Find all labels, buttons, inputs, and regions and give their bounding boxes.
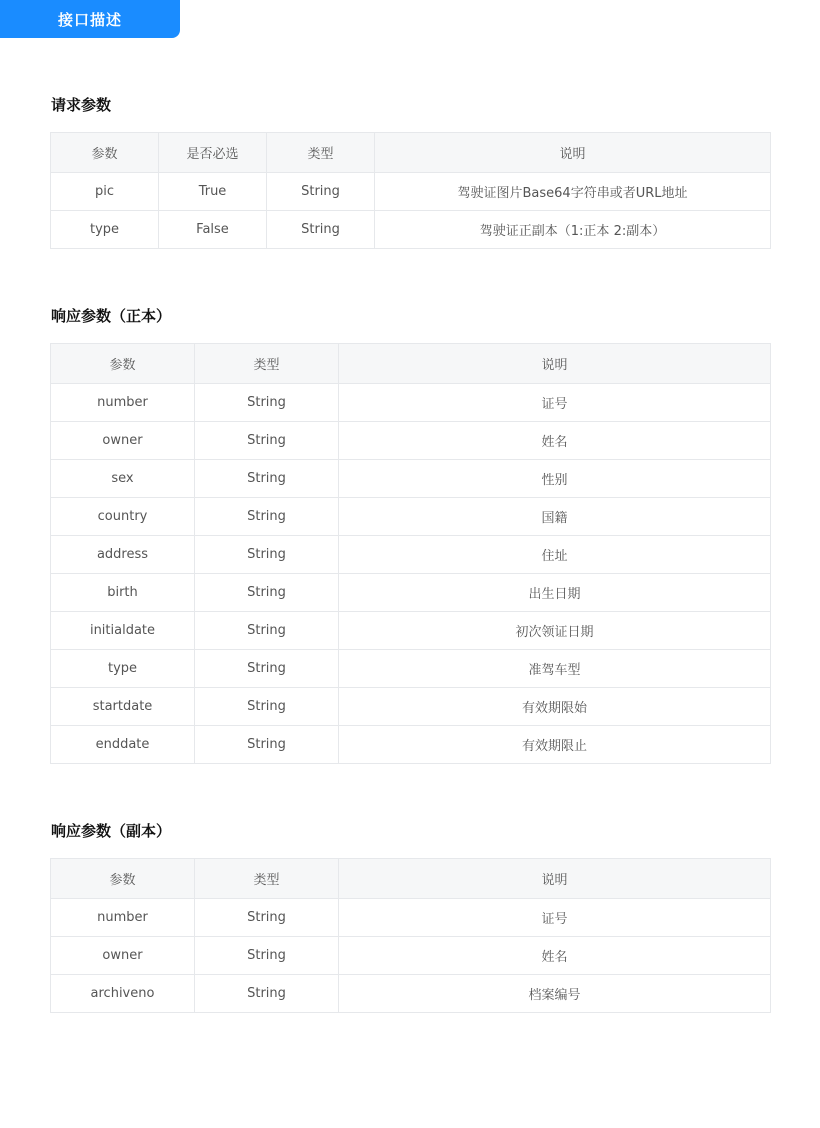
table-cell: String: [195, 937, 339, 975]
table-row: [51, 937, 771, 975]
table-cell: enddate: [51, 726, 195, 764]
response-back-table: [50, 858, 771, 1013]
table-row: [51, 422, 771, 460]
table-cell: number: [51, 899, 195, 937]
column-header: 类型: [195, 859, 339, 899]
table-row: [51, 384, 771, 422]
table-cell: address: [51, 536, 195, 574]
table-cell: String: [195, 975, 339, 1013]
request-params-title: 请求参数: [51, 96, 112, 114]
column-header: 说明: [375, 133, 771, 173]
response-front-title: 响应参数（正本）: [51, 307, 172, 325]
table-row: [51, 211, 771, 249]
table-cell: 姓名: [339, 422, 771, 460]
table-cell: type: [51, 650, 195, 688]
table-cell: False: [159, 211, 267, 249]
table-row: [51, 688, 771, 726]
table-row: [51, 173, 771, 211]
column-header: 参数: [51, 859, 195, 899]
table-cell: owner: [51, 422, 195, 460]
table-cell: 证号: [339, 384, 771, 422]
table-row: [51, 899, 771, 937]
table-cell: owner: [51, 937, 195, 975]
table-cell: 证号: [339, 899, 771, 937]
table-row: [51, 574, 771, 612]
table-header-row: [51, 859, 771, 899]
table-cell: startdate: [51, 688, 195, 726]
table-cell: String: [267, 173, 375, 211]
table-cell: 有效期限止: [339, 726, 771, 764]
table-cell: String: [195, 574, 339, 612]
table-cell: 准驾车型: [339, 650, 771, 688]
table-cell: String: [195, 688, 339, 726]
table-cell: String: [195, 536, 339, 574]
table-cell: String: [195, 384, 339, 422]
table-row: [51, 460, 771, 498]
request-params-table: [50, 132, 771, 249]
table-cell: 出生日期: [339, 574, 771, 612]
table-header-row: [51, 344, 771, 384]
table-cell: country: [51, 498, 195, 536]
column-header: 参数: [51, 133, 159, 173]
table-cell: String: [195, 899, 339, 937]
table-cell: 档案编号: [339, 975, 771, 1013]
table-cell: 驾驶证图片Base64字符串或者URL地址: [375, 173, 771, 211]
table-cell: sex: [51, 460, 195, 498]
column-header: 类型: [267, 133, 375, 173]
table-cell: String: [195, 422, 339, 460]
table-header-row: [51, 133, 771, 173]
table-row: [51, 726, 771, 764]
table-cell: String: [267, 211, 375, 249]
table-cell: 有效期限始: [339, 688, 771, 726]
tab-interface-description[interactable]: 接口描述: [0, 0, 180, 38]
table-cell: 驾驶证正副本（1:正本 2:副本）: [375, 211, 771, 249]
table-cell: 住址: [339, 536, 771, 574]
table-cell: String: [195, 460, 339, 498]
table-row: [51, 650, 771, 688]
table-cell: archiveno: [51, 975, 195, 1013]
response-front-table: [50, 343, 771, 764]
table-cell: String: [195, 612, 339, 650]
table-cell: type: [51, 211, 159, 249]
table-cell: birth: [51, 574, 195, 612]
table-row: [51, 612, 771, 650]
table-cell: pic: [51, 173, 159, 211]
table-cell: 初次领证日期: [339, 612, 771, 650]
table-cell: String: [195, 726, 339, 764]
table-cell: 性别: [339, 460, 771, 498]
column-header: 说明: [339, 344, 771, 384]
table-cell: number: [51, 384, 195, 422]
table-row: [51, 498, 771, 536]
table-cell: initialdate: [51, 612, 195, 650]
column-header: 类型: [195, 344, 339, 384]
response-back-title: 响应参数（副本）: [51, 822, 172, 840]
table-cell: 姓名: [339, 937, 771, 975]
table-row: [51, 975, 771, 1013]
column-header: 参数: [51, 344, 195, 384]
column-header: 说明: [339, 859, 771, 899]
column-header: 是否必选: [159, 133, 267, 173]
table-cell: String: [195, 498, 339, 536]
table-cell: 国籍: [339, 498, 771, 536]
table-cell: True: [159, 173, 267, 211]
table-row: [51, 536, 771, 574]
table-cell: String: [195, 650, 339, 688]
